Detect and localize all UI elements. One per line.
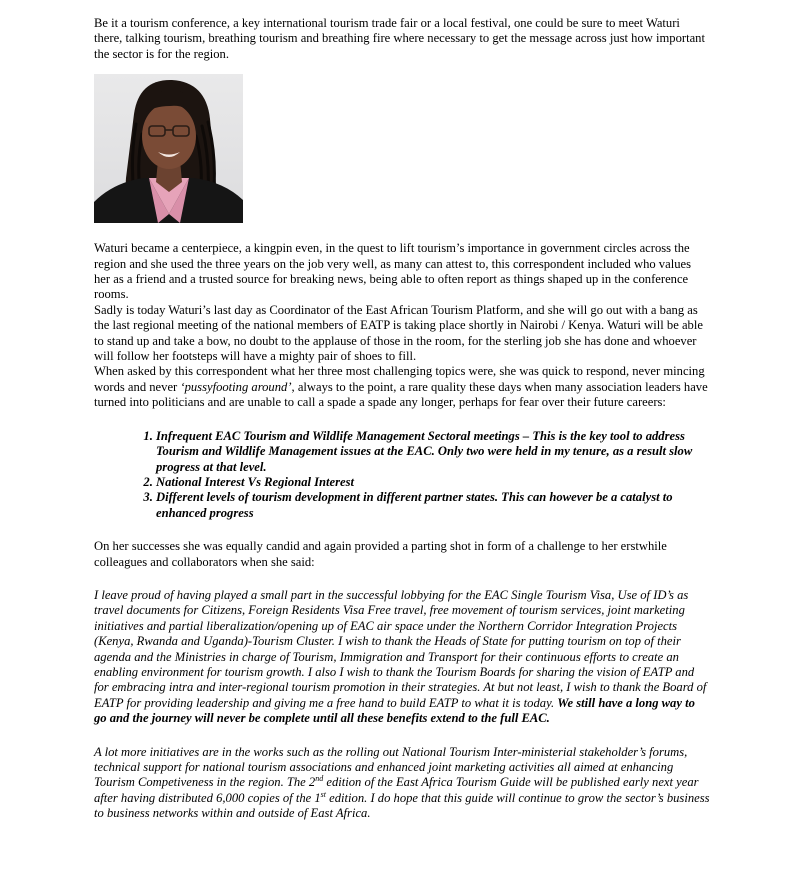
intro-paragraph: Be it a tourism conference, a key international tourism trade fair or a local festival, one could be sure to meet Waturi there, talking tourism, breathing tourism and breathing fire where necessary to get the message across just how important the sector is for the region. — [94, 16, 705, 61]
final-sup-nd: nd — [315, 774, 324, 784]
final-paragraph — [94, 745, 710, 822]
quote-bold: We still have a long way to go and the journey will never be complete until all these benefits extend to the full EAC. — [94, 695, 695, 726]
asked-paragraph — [94, 364, 710, 410]
final-post: edition. I do hope that this guide will continue to grow the sector’s business to business networks within and outside of East Africa. — [94, 790, 710, 821]
quote-paragraph — [94, 588, 710, 727]
asked-text-post: , always to the point, a rare quality these days when many association leaders have turned into politicians and are unable to call a spade a spade any longer, perhaps for fear over their future careers: — [94, 379, 708, 410]
challenge-item: 1. Infrequent EAC Tourism and Wildlife Management Sectoral meetings – This is the key tool to address Tourism and Wildlife Management issues at the EAC. Only two were held in my tenure, as a result slow progress at that level. — [156, 429, 710, 475]
portrait-illustration — [94, 74, 243, 223]
successes-paragraph: On her successes she was equally candid and again provided a parting shot in form of a challenge to her erstwhile colleagues and collaborators when she said: — [94, 539, 667, 569]
asked-text-italic: ‘pussyfooting around’ — [180, 379, 292, 394]
centerpiece-paragraph: Waturi became a centerpiece, a kingpin even, in the quest to lift tourism’s importance in government circles across the region and she used the three years on the job very well, as many can attest to, this correspondent included who values her as a friend and a trusted source for breaking news, being able to often report as things shaped up in the conference rooms. — [94, 241, 691, 302]
asked-text-pre: When asked by this correspondent what her three most challenging topics were, she was quick to respond, never mincing words and never — [94, 364, 705, 394]
challenge-item: 3. Different levels of tourism development in different partner states. This can however be a catalyst to enhanced progress — [156, 490, 710, 521]
portrait-photo — [94, 74, 243, 223]
quote-text: I leave proud of having played a small part in the successful lobbying for the EAC Single Tourism Visa, Use of ID’s as travel documents for Citizens, Foreign Residents Visa Free travel, free movement of tourism services, joint marketing initiatives and partial liberalization/opening up of EAC air space under the Northern Corridor Integration Projects (Kenya, Rwanda and Uganda)-Tourism Cluster. I wish to thank the Heads of State for putting tourism on top of their agenda and the Ministries in charge of Tourism, Immigration and Transport for their continuous efforts to create an enabling environment for tourism growth. I also I wish to thank the Tourism Boards for sharing the vision of EATP and for embracing intra and inter-regional tourism promotion in their strategies. At but not least, I wish to thank the Board of EATP for providing leadership and giving me a free hand to build EATP to what it is today. — [94, 587, 707, 710]
final-sup-st: st — [320, 789, 327, 799]
challenge-item: 2. National Interest Vs Regional Interest — [156, 475, 710, 490]
article — [94, 16, 710, 822]
challenges-list — [94, 429, 710, 521]
last-day-paragraph: Sadly is today Waturi’s last day as Coordinator of the East African Tourism Platform, and she will go out with a bang as the last regional meeting of the national members of EATP is taking place shortly in Nairobi / Kenya. Waturi will be able to stand up and take a bow, no doubt to the applause of those in the room, for the sterling job she has done and whoever will follow her footsteps will have a mighty pair of shoes to fill. — [94, 302, 703, 364]
final-pre: A lot more initiatives are in the works such as the rolling out National Tourism Inter-ministerial stakeholder’s forums, technical support for national tourism associations and enhanced joint marketing activities all aimed at enhancing Tourism Competiveness in the region. The 2 — [94, 744, 688, 790]
final-mid: edition of the East Africa Tourism Guide will be published early next year after having distributed 6,000 copies of the 1 — [94, 775, 699, 805]
